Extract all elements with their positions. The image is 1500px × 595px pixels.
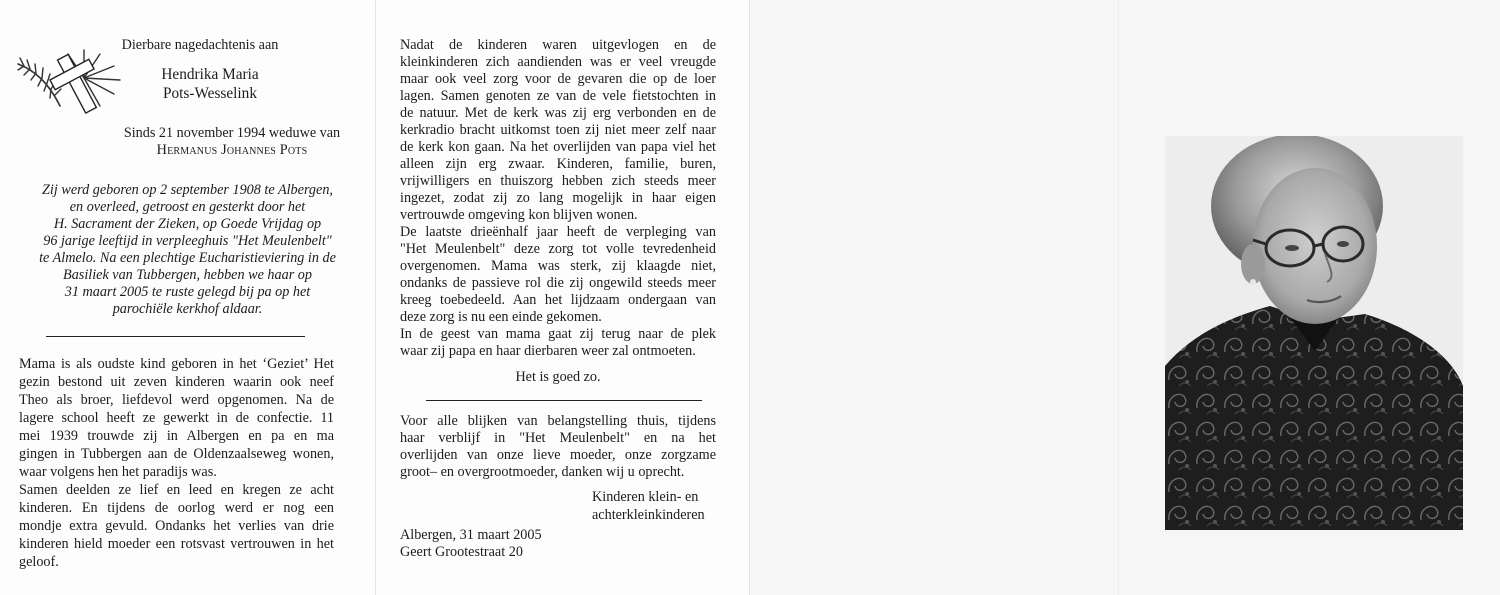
middle-line: de kerk kon gaan. Na het overlijden van papa viel het (400, 139, 716, 155)
thanks-line: Voor alle blijken van belangstelling thuis, tijdens (400, 413, 716, 429)
deceased-name-line1: Hendrika Maria (161, 66, 259, 83)
address-place-date: Albergen, 31 maart 2005 (400, 527, 542, 543)
middle-line: ingezet, zodat zij zo lang mogelijk in haar eigen (400, 190, 716, 206)
life-line: mondje extra gevuld. Ondanks het verlies van drie (19, 518, 334, 534)
divider (426, 400, 702, 401)
portrait-photo (1165, 136, 1463, 530)
middle-line: kreeg toebedeeld. Aan het lijdzaam ondergaan van (400, 292, 716, 308)
life-line: Samen deelden ze lief en leed en kregen ze acht (19, 482, 334, 498)
birth-line: en overleed, getroost en gesterkt door het (69, 199, 306, 215)
deceased-name-line2: Pots-Wesselink (163, 85, 257, 102)
thanks-line: groot– en overgrootmoeder, danken wij u oprecht. (400, 464, 685, 480)
signature-line2: achterkleinkinderen (592, 507, 705, 523)
life-line: gezin bestond uit zeven kinderen waarin ook neef (19, 374, 334, 390)
birth-line: te Almelo. Na een plechtige Eucharistieviering in de (39, 250, 336, 266)
life-line: Mama is als oudste kind geboren in het ‘Geziet’ Het (19, 356, 334, 372)
life-line: mei 1939 trouwde zij in Albergen en pa en ma (19, 428, 334, 444)
life-line: gingen in Tubbergen aan de Oldenzaalseweg wonen, (19, 446, 334, 462)
fold-line-right (1118, 0, 1119, 595)
middle-panel (376, 0, 748, 595)
life-line: lagere school heeft ze gewerkt in de confectie. 11 (19, 410, 334, 426)
middle-line: Nadat de kinderen waren uitgevlogen en de (400, 37, 716, 53)
fold-line-middle (749, 0, 750, 595)
middle-line: waar zij papa en haar dierbaren weer zal ontmoeten. (400, 343, 696, 359)
middle-line: "Het Meulenbelt" deze zorg tot volle tevredenheid (400, 241, 716, 257)
life-line: geloof. (19, 554, 59, 570)
middle-line: kleinkinderen zich aandienden was er veel vreugde (400, 54, 716, 70)
divider (46, 336, 305, 337)
closing-line: Het is goed zo. (515, 369, 601, 385)
birth-line: Basiliek van Tubbergen, hebben we haar op (63, 267, 312, 283)
birth-line: parochiële kerkhof aldaar. (112, 301, 263, 317)
portrait-illustration (1165, 136, 1463, 530)
middle-line: In de geest van mama gaat zij terug naar de plek (400, 326, 716, 342)
middle-line: deze zorg is nu een einde gekomen. (400, 309, 602, 325)
middle-line: lagen. Samen genoten ze van de vele fietstochten in (400, 88, 716, 104)
left-panel (0, 0, 375, 595)
thanks-line: overlijden van onze lieve moeder, onze zorgzame (400, 447, 716, 463)
middle-line: vrijwilligers en thuiszorg hebben zich steeds meer (400, 173, 716, 189)
life-line: Theo als broer, liefdevol werd opgenomen. Na de (19, 392, 334, 408)
middle-line: de natuur. Met de kerk was zij erg verbonden en de (400, 105, 716, 121)
spouse-name: Hermanus Johannes Pots (156, 142, 308, 158)
birth-line: H. Sacrament der Zieken, op Goede Vrijdag op (53, 216, 322, 232)
middle-line: De laatste drieënhalf jaar heeft de verpleging van (400, 224, 716, 240)
birth-line: 31 maart 2005 te ruste gelegd bij pa op het (64, 284, 311, 300)
thanks-line: haar verblijf in "Het Meulenbelt" en na het (400, 430, 716, 446)
life-line: kinderen hield moeder een rotsvast vertrouwen in het (19, 536, 334, 552)
middle-line: vertrouwde omgeving kon blijven wonen. (400, 207, 638, 223)
middle-line: maar ook veel zorg voor de gevaren die op de loer (400, 71, 716, 87)
middle-line: alleen zijn erg zwaar. Kinderen, familie, buren, (400, 156, 716, 172)
signature-line1: Kinderen klein- en (592, 489, 699, 505)
cross-with-palm-icon (14, 48, 124, 120)
intro-text: Dierbare nagedachtenis aan (121, 37, 279, 53)
middle-line: kerkradio bracht uitkomst toen zij niet meer zelf naar (400, 122, 716, 138)
widow-line: Sinds 21 november 1994 weduwe van (123, 125, 341, 141)
birth-line: Zij werd geboren op 2 september 1908 te Albergen, (42, 182, 333, 198)
life-line: kinderen. En tijdens de oorlog werd er nog een (19, 500, 334, 516)
middle-line: overgenomen. Mama was sterk, zij klaagde niet, (400, 258, 716, 274)
birth-line: 96 jarige leeftijd in verpleeghuis "Het Meulenbelt" (43, 233, 332, 249)
life-line: waar volgens hen het paradijs was. (19, 464, 217, 480)
middle-line: ondanks de passieve rol die zij ongewild steeds meer (400, 275, 716, 291)
address-street: Geert Grootestraat 20 (400, 544, 523, 560)
